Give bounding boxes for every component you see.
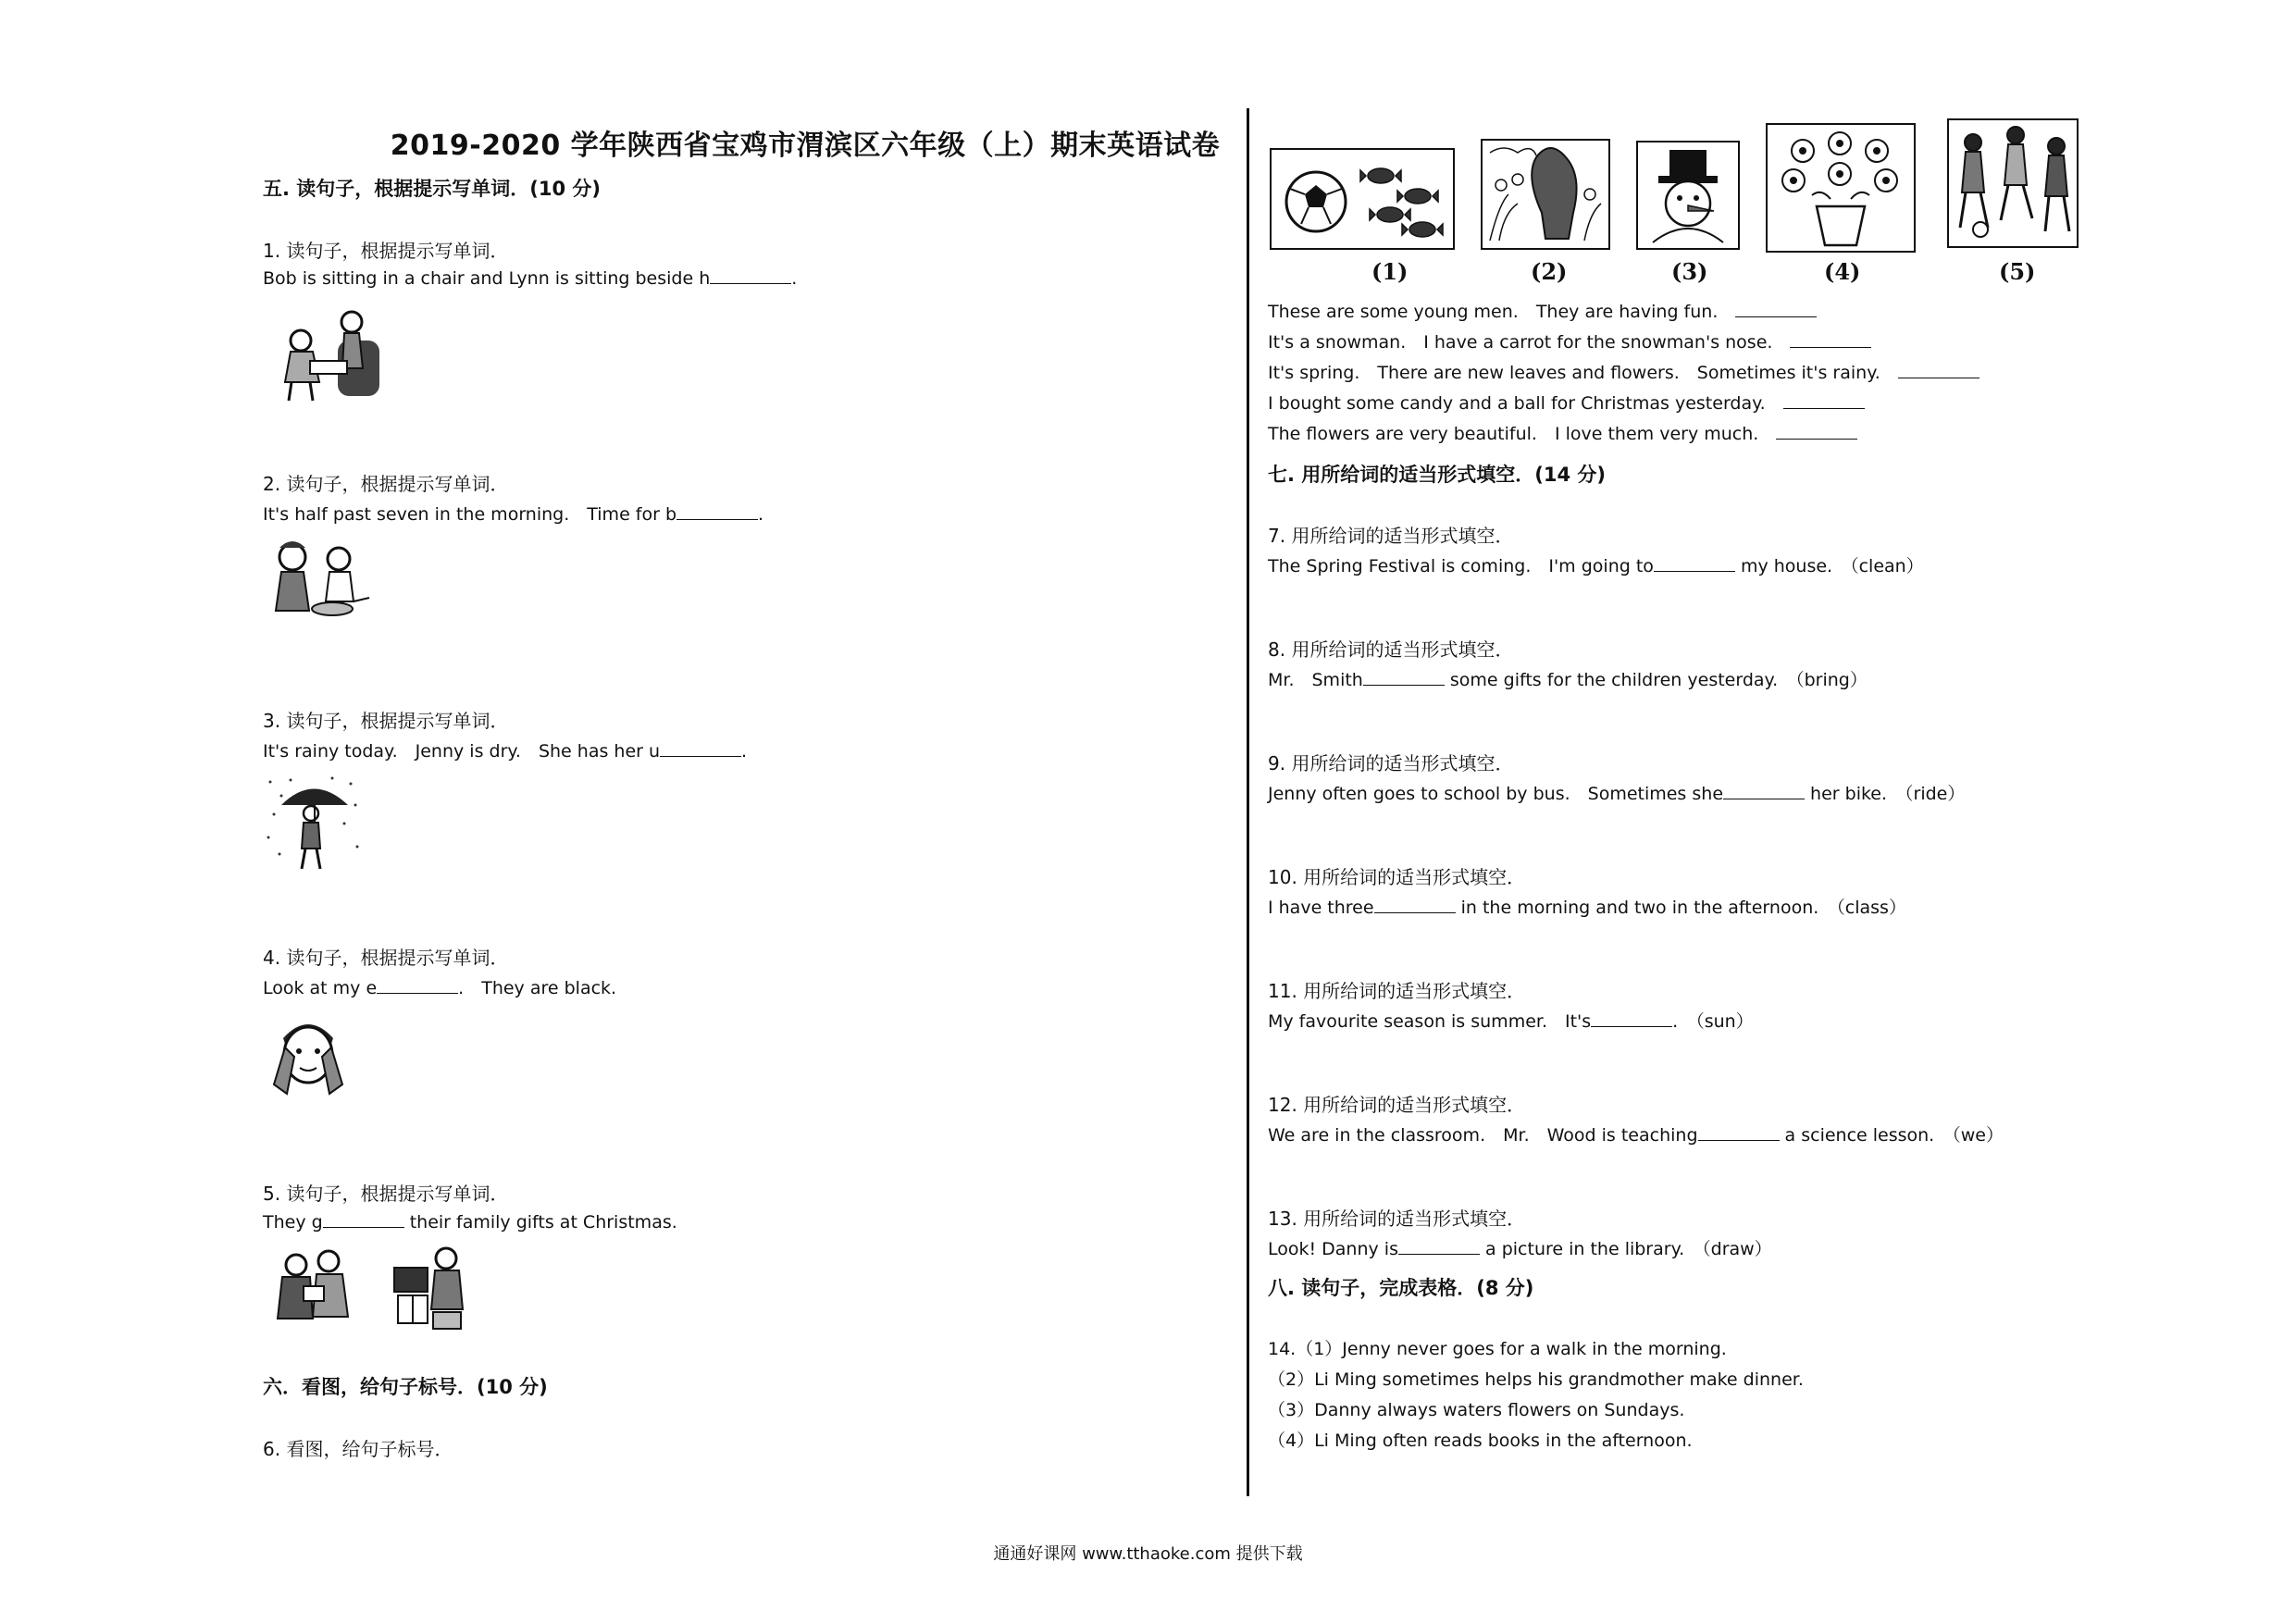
q1-answer-blank[interactable]: [710, 266, 791, 284]
q3-picture: [263, 773, 365, 874]
q8-text-after: some gifts for the children yesterday. （bring）: [1444, 670, 1868, 690]
section5-heading: 五. 读句子，根据提示写单词．(10 分): [263, 178, 602, 200]
q7-text-before: The Spring Festival is coming. I'm going to: [1268, 556, 1654, 576]
q2-label: 2. 读句子，根据提示写单词．: [263, 473, 509, 495]
q8-sentence: [1268, 666, 1868, 691]
q11-answer-blank[interactable]: [1591, 1010, 1672, 1027]
q7-label: 7. 用所给词的适当形式填空．: [1268, 525, 1514, 547]
q6-picture-3-snowman: [1636, 141, 1740, 250]
q6-picture-number-2: (2): [1531, 258, 1568, 285]
q6-picture-1-candy-ball: [1270, 148, 1455, 250]
q6-answer-blank-2[interactable]: [1790, 330, 1871, 348]
q11-label: 11. 用所给词的适当形式填空．: [1268, 980, 1526, 1002]
q4-picture: [267, 1010, 350, 1103]
column-divider: [1247, 108, 1249, 1496]
q8-label: 8. 用所给词的适当形式填空．: [1268, 638, 1514, 661]
q5-text-after: their family gifts at Christmas.: [403, 1212, 677, 1233]
q6-sentence-text: I bought some candy and a ball for Christmas yesterday.: [1268, 393, 1766, 414]
q7-answer-blank[interactable]: [1654, 554, 1735, 572]
q6-answer-blank-3[interactable]: [1898, 361, 1980, 378]
q11-sentence: [1268, 1008, 1754, 1033]
q3-answer-blank[interactable]: [660, 739, 741, 757]
q4-answer-blank[interactable]: [377, 976, 458, 994]
q1-text-after: .: [791, 268, 798, 289]
q2-picture: [263, 537, 374, 634]
q10-sentence: [1268, 894, 1906, 919]
q6-sentence-text: These are some young men. They are having fun.: [1268, 302, 1719, 322]
q6-sentence-3: [1268, 359, 1980, 384]
q13-text-before: Look! Danny is: [1268, 1239, 1398, 1259]
q5-picture-left: [268, 1245, 361, 1328]
q1-picture: [268, 304, 389, 405]
q7-text-after: my house. （clean）: [1734, 556, 1924, 576]
q5-text-before: They g: [263, 1212, 323, 1233]
q4-label: 4. 读句子，根据提示写单词．: [263, 947, 509, 969]
q10-label: 10. 用所给词的适当形式填空．: [1268, 866, 1526, 888]
q1-text-before: Bob is sitting in a chair and Lynn is sitting beside h: [263, 268, 711, 289]
q6-picture-number-3: (3): [1671, 258, 1708, 285]
q11-text-after: . （sun）: [1672, 1011, 1754, 1032]
q6-label: 6. 看图，给句子标号．: [263, 1438, 453, 1460]
q14-line-1: 14.（1）Jenny never goes for a walk in the morning.: [1268, 1339, 1727, 1359]
q1-sentence: [263, 266, 797, 289]
q6-picture-2-spring: [1481, 139, 1610, 250]
q6-sentence-text: It's a snowman. I have a carrot for the snowman's nose.: [1268, 332, 1773, 353]
section6-heading: 六．看图，给句子标号．(10 分): [263, 1376, 548, 1398]
q6-picture-5-young-men: [1947, 118, 2079, 248]
q9-text-before: Jenny often goes to school by bus. Sometimes she: [1268, 784, 1724, 804]
q5-label: 5. 读句子，根据提示写单词．: [263, 1183, 509, 1205]
q5-sentence: [263, 1210, 677, 1233]
q11-text-before: My favourite season is summer. It's: [1268, 1011, 1592, 1032]
q3-text-after: .: [741, 741, 748, 762]
q14-line-2: （2）Li Ming sometimes helps his grandmother make dinner.: [1268, 1369, 1804, 1390]
q13-text-after: a picture in the library. （draw）: [1479, 1239, 1772, 1259]
q10-answer-blank[interactable]: [1374, 896, 1456, 913]
q8-answer-blank[interactable]: [1363, 668, 1445, 686]
q1-label: 1. 读句子，根据提示写单词．: [263, 240, 509, 262]
q5-picture-right: [389, 1240, 477, 1332]
page-footer: 通通好课网 www.tthaoke.com 提供下载: [993, 1544, 1303, 1564]
q12-label: 12. 用所给词的适当形式填空．: [1268, 1094, 1526, 1116]
q13-answer-blank[interactable]: [1398, 1237, 1480, 1255]
exam-title: 2019-2020 学年陕西省宝鸡市渭滨区六年级（上）期末英语试卷: [390, 130, 1221, 162]
q12-text-after: a science lesson. （we）: [1779, 1125, 2004, 1146]
q3-text-before: It's rainy today. Jenny is dry. She has her u: [263, 741, 661, 762]
section8-heading: 八. 读句子，完成表格．(8 分): [1268, 1277, 1534, 1299]
q4-text-before: Look at my e: [263, 978, 378, 998]
q9-answer-blank[interactable]: [1723, 782, 1805, 799]
q14-line-4: （4）Li Ming often reads books in the afternoon.: [1268, 1431, 1693, 1451]
q6-sentence-text: The flowers are very beautiful. I love them very much.: [1268, 424, 1759, 444]
q2-text-after: .: [758, 504, 764, 525]
q12-text-before: We are in the classroom. Mr. Wood is teaching: [1268, 1125, 1698, 1146]
section7-heading: 七. 用所给词的适当形式填空．(14 分): [1268, 464, 1607, 486]
q8-text-before: Mr. Smith: [1268, 670, 1363, 690]
q6-picture-4-flowers: [1766, 123, 1916, 253]
q12-answer-blank[interactable]: [1698, 1123, 1780, 1141]
q9-label: 9. 用所给词的适当形式填空．: [1268, 752, 1514, 774]
q13-sentence: [1268, 1235, 1772, 1260]
q3-sentence: [263, 737, 747, 762]
q9-sentence: [1268, 780, 1965, 805]
q6-answer-blank-4[interactable]: [1783, 391, 1865, 409]
q10-text-after: in the morning and two in the afternoon. （class）: [1455, 898, 1906, 918]
q6-answer-blank-1[interactable]: [1735, 300, 1817, 317]
q14-line-3: （3）Danny always waters flowers on Sundays.: [1268, 1400, 1685, 1420]
q10-text-before: I have three: [1268, 898, 1374, 918]
q6-picture-number-5: (5): [1999, 258, 2036, 285]
q6-sentence-5: [1268, 420, 1857, 445]
q2-sentence: [263, 501, 763, 526]
q6-answer-blank-5[interactable]: [1776, 422, 1857, 440]
q6-picture-number-1: (1): [1371, 258, 1409, 285]
q13-label: 13. 用所给词的适当形式填空．: [1268, 1208, 1526, 1230]
q7-sentence: [1268, 552, 1924, 577]
q6-sentence-4: [1268, 390, 1865, 415]
q4-text-after: . They are black.: [458, 978, 617, 998]
q6-sentence-text: It's spring. There are new leaves and flowers. Sometimes it's rainy.: [1268, 363, 1880, 383]
q6-picture-number-4: (4): [1824, 258, 1861, 285]
q4-sentence: [263, 974, 616, 999]
q6-sentence-2: [1268, 328, 1871, 353]
q3-label: 3. 读句子，根据提示写单词．: [263, 710, 509, 732]
q9-text-after: her bike. （ride）: [1805, 784, 1966, 804]
q2-answer-blank[interactable]: [676, 502, 758, 520]
q2-text-before: It's half past seven in the morning. Time for b: [263, 504, 677, 525]
q6-sentence-1: [1268, 298, 1817, 323]
q12-sentence: [1268, 1121, 2004, 1146]
q5-answer-blank[interactable]: [323, 1210, 404, 1228]
